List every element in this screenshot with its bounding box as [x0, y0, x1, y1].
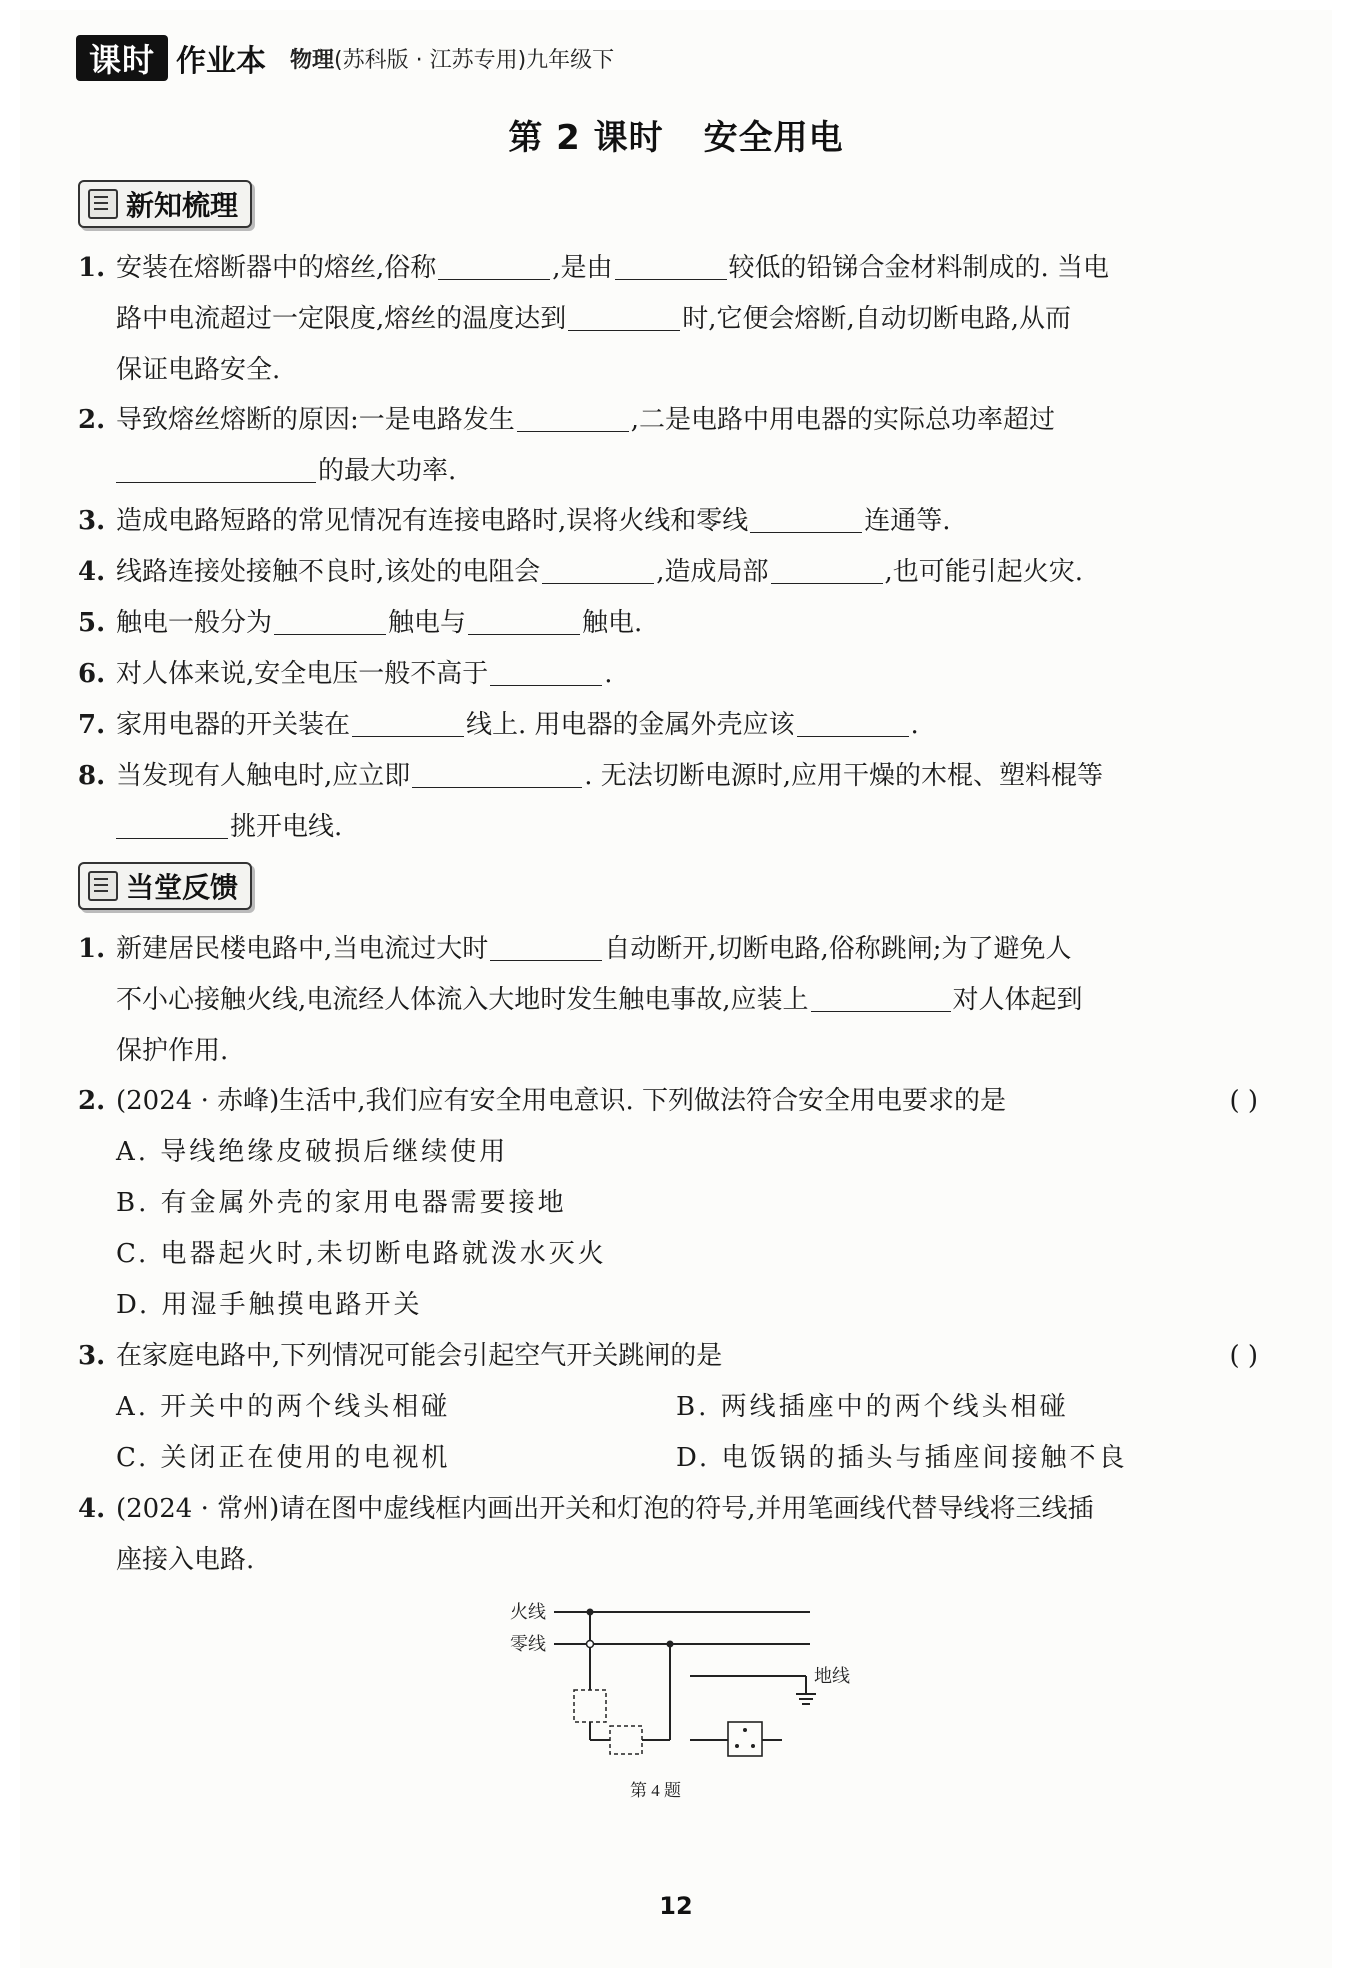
lesson-number: 第 2 课时 [508, 118, 664, 158]
answer-blank[interactable] [615, 249, 727, 280]
feedback-question-1: 1. 新建居民楼电路中,当电流过大时 自动断开,切断电路,俗称跳闸;为了避免人 不小心接触火线,电流经人体流入大地时发生触电事故,应装上 对人体起到 保护作用. [78, 924, 1258, 1077]
switch-placeholder-box[interactable] [574, 1690, 606, 1722]
knowledge-item-6: 6. 对人体来说,安全电压一般不高于 . [78, 649, 1258, 700]
answer-blank[interactable] [797, 706, 909, 737]
subject-detail: (苏科版 · 江苏专用)九年级下 [334, 47, 615, 73]
book-icon [88, 189, 118, 219]
answer-blank[interactable] [116, 452, 316, 483]
answer-paren[interactable]: ( ) [1229, 1086, 1258, 1116]
answer-paren[interactable]: ( ) [1229, 1341, 1258, 1371]
lesson-title [20, 110, 1332, 159]
knowledge-item-5: 5. 触电一般分为 触电与 触电. [78, 598, 1258, 649]
option-a[interactable]: A. 导线绝缘皮破损后继续使用 [116, 1137, 509, 1167]
knowledge-item-1: 1. 安装在熔断器中的熔丝,俗称 ,是由 较低的铅锑合金材料制成的. 当电 路中电流超过一定限度,熔丝的温度达到 时,它便会熔断,自动切断电路,从而 保证电路安全. [78, 243, 1258, 396]
option-c[interactable]: C. 电器起火时,未切断电路就泼水灭火 [116, 1239, 607, 1269]
answer-blank[interactable] [568, 300, 680, 331]
section-tag-feedback: 当堂反馈 [78, 862, 252, 910]
option-a[interactable]: A. 开关中的两个线头相碰 [116, 1392, 451, 1422]
earth-label: 地线 [814, 1666, 850, 1686]
knowledge-item-3: 3. 造成电路短路的常见情况有连接电路时,误将火线和零线 连通等. [78, 496, 1258, 547]
socket-earth-pin[interactable] [743, 1728, 747, 1732]
knowledge-item-2: 2. 导致熔丝熔断的原因:一是电路发生 ,二是电路中用电器的实际总功率超过 的最大功率. [78, 395, 1258, 497]
neutral-label: 零线 [510, 1634, 546, 1654]
answer-blank[interactable] [438, 249, 550, 280]
option-b[interactable]: B. 两线插座中的两个线头相碰 [676, 1392, 1069, 1422]
book-name: 作业本 [176, 44, 266, 79]
knowledge-item-8: 8. 当发现有人触电时,应立即 . 无法切断电源时,应用干燥的木棍、塑料棍等 挑开电线. [78, 751, 1258, 853]
pencil-note-icon [88, 871, 118, 901]
page-number: 12 [659, 1892, 693, 1920]
worksheet-page [20, 10, 1332, 1968]
answer-blank[interactable] [490, 930, 602, 961]
lesson-topic: 安全用电 [703, 118, 844, 158]
section-tag-new-knowledge: 新知梳理 [78, 180, 252, 228]
circuit-diagram[interactable] [500, 1590, 850, 1810]
answer-blank[interactable] [750, 502, 862, 533]
feedback-question-4: 4. (2024 · 常州)请在图中虚线框内画出开关和灯泡的符号,并用笔画线代替导线将三线插 座接入电路. [78, 1494, 1094, 1575]
feedback-question-2: 2. (2024 · 赤峰)生活中,我们应有安全用电意识. 下列做法符合安全用电要求的是 ( ) A. 导线绝缘皮破损后继续使用 B. 有金属外壳的家用电器需要接地 C. 电器起火时,未切断电路就泼水灭火 D. 用湿手触摸电路开关 [78, 1076, 1258, 1331]
answer-blank[interactable] [468, 604, 580, 635]
book-logo: 课时 [76, 35, 168, 81]
live-label: 火线 [510, 1602, 546, 1622]
knowledge-item-4: 4. 线路连接处接触不良时,该处的电阻会 ,造成局部 ,也可能引起火灾. [78, 547, 1258, 598]
diagram-caption: 第 4 题 [630, 1781, 681, 1800]
bulb-placeholder-box[interactable] [610, 1726, 642, 1754]
knowledge-item-7: 7. 家用电器的开关装在 线上. 用电器的金属外壳应该 . [78, 700, 1258, 751]
answer-blank[interactable] [412, 757, 582, 788]
header [76, 30, 614, 86]
socket-right-pin[interactable] [751, 1744, 755, 1748]
answer-blank[interactable] [274, 604, 386, 635]
subject-info [290, 43, 614, 74]
option-b[interactable]: B. 有金属外壳的家用电器需要接地 [116, 1188, 567, 1218]
answer-blank[interactable] [517, 401, 629, 432]
answer-blank[interactable] [352, 706, 464, 737]
answer-blank[interactable] [490, 655, 602, 686]
answer-blank[interactable] [811, 981, 951, 1012]
feedback-question-3: 3. 在家庭电路中,下列情况可能会引起空气开关跳闸的是 ( ) A. 开关中的两个线头相碰 B. 两线插座中的两个线头相碰 C. 关闭正在使用的电视机 D. 电饭锅的插头与插座间接触不良 [78, 1331, 1258, 1484]
option-d[interactable]: D. 电饭锅的插头与插座间接触不良 [676, 1443, 1128, 1473]
answer-blank[interactable] [542, 553, 654, 584]
answer-blank[interactable] [771, 553, 883, 584]
socket-left-pin[interactable] [735, 1744, 739, 1748]
answer-blank[interactable] [116, 808, 228, 839]
option-c[interactable]: C. 关闭正在使用的电视机 [116, 1443, 451, 1473]
subject-name: 物理 [290, 47, 335, 73]
option-d[interactable]: D. 用湿手触摸电路开关 [116, 1290, 423, 1320]
